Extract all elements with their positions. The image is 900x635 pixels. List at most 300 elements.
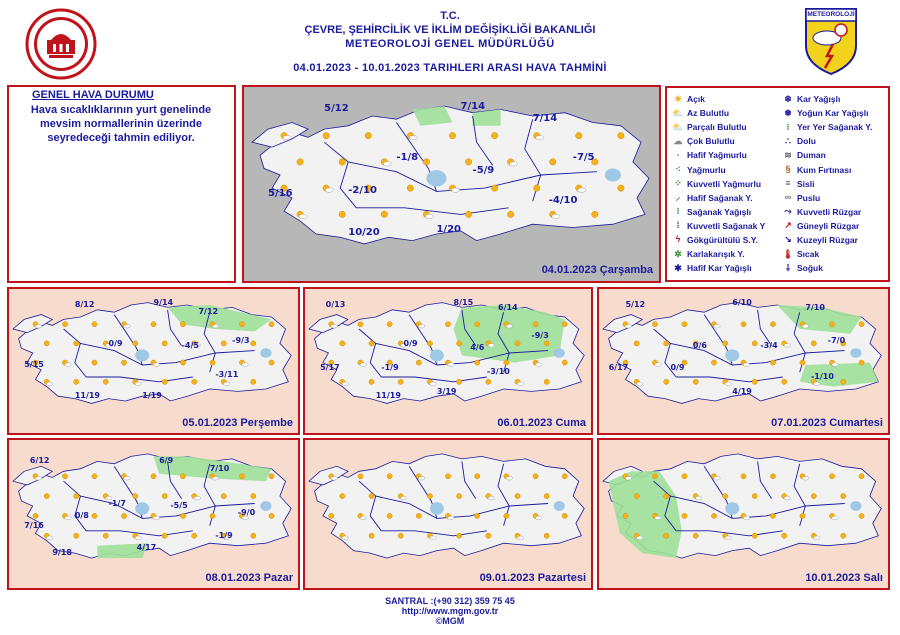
weather-symbol: [562, 474, 567, 479]
temperature-label: 5/17: [320, 362, 340, 372]
temperature-label: 8/12: [74, 300, 95, 310]
weather-symbol: [465, 159, 471, 165]
forecast-date-label: 05.01.2023 Perşembe: [182, 417, 293, 429]
legend-column-2: [782, 92, 872, 275]
legend-item: [782, 247, 872, 261]
weather-symbol: [180, 474, 185, 479]
temperature-label: 10/20: [348, 227, 380, 239]
weather-symbol: [475, 474, 480, 479]
weather-symbol: [74, 493, 79, 498]
legend-item-label: Duman: [797, 150, 826, 161]
weather-symbol: [741, 474, 746, 479]
weather-symbol: [74, 341, 79, 346]
weather-symbol: [239, 322, 244, 327]
weather-symbol: [457, 493, 462, 498]
temperature-label: 9/14: [153, 297, 174, 307]
weather-symbol: [251, 533, 256, 538]
weather-symbol: [192, 533, 197, 538]
legend-item-label: Yağmurlu: [687, 164, 726, 175]
turkey-map: [305, 289, 591, 433]
legend-item-label: Parçalı Bulutlu: [687, 122, 747, 133]
hail-icon: ∴: [785, 135, 791, 146]
header-ministry: ÇEVRE, ŞEHİRCİLİK VE İKLİM DEĞİŞİKLİĞİ BAKANLIĞI: [304, 24, 596, 36]
turkey-map: [599, 440, 888, 588]
temperature-label: -7/5: [572, 152, 595, 164]
weather-symbol: [323, 132, 329, 138]
lake-tuz: [135, 349, 149, 361]
weather-symbol: [576, 132, 582, 138]
weather-symbol: [504, 360, 509, 365]
weather-symbol: [133, 341, 138, 346]
weather-symbol: [62, 322, 67, 327]
weather-symbol: [544, 533, 549, 538]
summary-text: Hava sıcaklıklarının yurt genelinde mevsim normallerinin üzerinde seyredeceği tahmin ediliyor.: [30, 104, 212, 144]
legend-item: [672, 92, 765, 106]
weather-symbol: [339, 159, 345, 165]
heavy-snow-icon: ❅: [784, 107, 792, 118]
forecast-date-label: 04.01.2023 Çarşamba: [541, 264, 653, 276]
legend-item-label: Açık: [687, 94, 705, 105]
weather-symbol: [475, 513, 480, 518]
legend-item: [672, 205, 765, 219]
temperature-label: 6/14: [498, 302, 518, 312]
footer-copyright: ©MGM: [435, 616, 465, 626]
weather-symbol: [457, 533, 462, 538]
legend-item: [782, 261, 872, 275]
weather-symbol: [162, 493, 167, 498]
weather-symbol: [33, 513, 38, 518]
legend-item-label: Puslu: [797, 192, 821, 203]
weather-symbol: [339, 211, 345, 217]
forecast-date-label: 09.01.2023 Pazartesi: [479, 572, 586, 584]
weather-symbol: [550, 159, 556, 165]
temperature-label: -2/10: [348, 184, 377, 196]
legend-item-label: Sıcak: [797, 249, 820, 260]
temperature-label: 11/19: [375, 391, 401, 401]
legend-column-1: [672, 92, 765, 275]
lake-van: [850, 501, 861, 511]
light-snow-icon: ✱: [674, 262, 682, 273]
temperature-label: 0/8: [74, 510, 89, 520]
lake-tuz: [426, 170, 446, 186]
legend-item-label: Hafif Kar Yağışlı: [687, 263, 752, 274]
legend-item-label: Kuzeyli Rüzgar: [797, 234, 858, 245]
weather-symbol: [475, 360, 480, 365]
weather-symbol: [533, 322, 538, 327]
forecast-map-day-4: [597, 287, 890, 435]
temperature-label: 0/9: [670, 362, 685, 372]
anatolia-landmass: [315, 454, 585, 558]
temperature-label: -5/9: [472, 165, 495, 177]
legend-item-label: Yer Yer Sağanak Y.: [797, 122, 873, 133]
lake-tuz: [430, 502, 444, 514]
shower-icon: ⁝: [676, 206, 680, 217]
lake-van: [260, 501, 271, 511]
weather-symbol: [269, 322, 274, 327]
temperature-label: 0/6: [692, 341, 707, 350]
weather-symbol: [841, 379, 846, 384]
weather-symbol: [251, 379, 256, 384]
weather-symbol: [664, 379, 669, 384]
weather-symbol: [369, 341, 374, 346]
legend-item: [782, 162, 872, 176]
footer: [300, 596, 600, 626]
legend-item-label: Az Bulutlu: [687, 108, 730, 119]
temperature-label: -5/5: [170, 501, 188, 511]
temperature-label: -1/8: [396, 152, 419, 164]
legend-item-label: Hafif Yağmurlu: [687, 150, 747, 161]
temperature-label: -4/10: [548, 194, 578, 206]
lake-van: [260, 348, 271, 358]
weather-symbol: [387, 513, 392, 518]
legend-item: [782, 120, 872, 134]
weather-symbol: [723, 341, 728, 346]
weather-symbol: [457, 379, 462, 384]
weather-symbol: [416, 360, 421, 365]
sun-icon: ☀: [673, 93, 683, 104]
temperature-label: 6/9: [159, 456, 174, 466]
partly-cloudy-icon: ⛅: [672, 121, 684, 132]
weather-symbol: [592, 211, 598, 217]
weather-symbol: [770, 474, 775, 479]
temperature-label: 11/19: [74, 391, 100, 401]
weather-symbol: [811, 341, 816, 346]
temperature-label: 5/16: [268, 188, 293, 200]
temperature-label: 1/20: [436, 224, 461, 236]
snow-icon: ❄: [784, 93, 792, 104]
weather-symbol: [534, 185, 540, 191]
weather-symbol: [752, 493, 757, 498]
temperature-label: 5/15: [24, 360, 44, 370]
temperature-label: 0/9: [403, 338, 418, 348]
legend-item: [782, 191, 872, 205]
weather-symbol: [544, 341, 549, 346]
weather-symbol: [491, 185, 497, 191]
weather-symbol: [859, 322, 864, 327]
weather-symbol: [682, 513, 687, 518]
legend-item-label: Güneyli Rüzgar: [797, 220, 860, 231]
forecast-date-label: 07.01.2023 Cumartesi: [771, 417, 883, 429]
legend-item: [672, 261, 765, 275]
lake-tuz: [430, 349, 444, 361]
thunderstorm-icon: ϟ: [675, 234, 681, 245]
temperature-label: 9/18: [52, 548, 72, 558]
weather-symbol: [239, 474, 244, 479]
legend-item-label: Sağanak Yağışlı: [687, 206, 752, 217]
weather-symbol: [634, 493, 639, 498]
few-clouds-icon: ⛅: [672, 107, 684, 118]
weather-symbol: [504, 513, 509, 518]
weather-symbol: [416, 513, 421, 518]
temperature-label: 5/12: [324, 102, 349, 114]
weather-symbol: [682, 322, 687, 327]
weather-symbol: [151, 474, 156, 479]
weather-symbol: [829, 322, 834, 327]
summary-title: GENEL HAVA DURUMU: [32, 89, 154, 101]
light-rain-icon: ⸱: [676, 149, 680, 160]
legend-item-label: Sisli: [797, 178, 815, 189]
weather-symbol: [369, 379, 374, 384]
weather-symbol: [427, 341, 432, 346]
weather-symbol: [533, 474, 538, 479]
weather-symbol: [741, 322, 746, 327]
turkey-map: [244, 87, 659, 281]
weather-symbol: [427, 493, 432, 498]
weather-symbol: [623, 513, 628, 518]
weather-symbol: [752, 533, 757, 538]
weather-symbol: [465, 211, 471, 217]
temperature-label: 7/12: [198, 307, 219, 317]
lake-van: [554, 501, 565, 511]
ministry-logo: [25, 8, 97, 80]
temperature-label: 6/17: [608, 362, 629, 372]
weather-symbol: [859, 360, 864, 365]
weather-symbol: [210, 513, 215, 518]
weather-symbol: [544, 379, 549, 384]
meteorology-logo: [803, 6, 859, 76]
weather-symbol: [475, 322, 480, 327]
weather-symbol: [693, 533, 698, 538]
legend-item: [782, 134, 872, 148]
lake-van: [605, 168, 621, 181]
hot-icon: 🌡: [782, 248, 794, 259]
weather-symbol: [652, 474, 657, 479]
weather-symbol: [800, 513, 805, 518]
weather-symbol: [515, 493, 520, 498]
legend-item-label: Karlakarışık Y.: [687, 249, 745, 260]
weather-symbol: [92, 513, 97, 518]
temperature-label: -9/3: [232, 336, 250, 346]
weather-symbol: [151, 322, 156, 327]
mist-icon: ∞: [784, 192, 792, 203]
temperature-label: 4/19: [732, 386, 752, 396]
weather-symbol: [770, 513, 775, 518]
weather-symbol: [457, 341, 462, 346]
legend-item: [782, 148, 872, 162]
footer-phone: SANTRAL :(+90 312) 359 75 45: [385, 596, 515, 606]
turkey-map: [599, 289, 888, 433]
legend-item-label: Çok Bulutlu: [687, 136, 735, 147]
weather-symbol: [365, 132, 371, 138]
fog-icon: ≡: [785, 178, 791, 189]
temperature-label: 5/12: [625, 300, 646, 310]
temperature-label: -3/4: [760, 341, 778, 350]
weather-symbol: [693, 379, 698, 384]
legend-item: [672, 134, 765, 148]
forecast-map-day-2: [7, 287, 300, 435]
weather-symbol: [664, 493, 669, 498]
weather-symbol: [92, 322, 97, 327]
weather-symbol: [180, 322, 185, 327]
weather-symbol: [44, 493, 49, 498]
weather-symbol: [358, 322, 363, 327]
temperature-label: 7/14: [532, 112, 558, 124]
temperature-label: 8/15: [453, 297, 474, 307]
temperature-label: 0/13: [325, 300, 346, 310]
temperature-label: -3/10: [486, 367, 510, 377]
temperature-label: -4/5: [181, 341, 199, 350]
weather-symbol: [752, 379, 757, 384]
weather-symbol: [841, 533, 846, 538]
temperature-label: 0/9: [108, 338, 123, 348]
legend-item: [782, 219, 872, 233]
weather-symbol: [682, 474, 687, 479]
weather-symbol: [269, 360, 274, 365]
lake-tuz: [725, 349, 739, 361]
weather-symbol: [210, 360, 215, 365]
forecast-map-day-1: [242, 85, 661, 283]
weather-symbol: [162, 379, 167, 384]
legend-item: [782, 233, 872, 247]
legend-item-label: Kuvvetli Rüzgar: [797, 206, 862, 217]
weather-symbol: [180, 360, 185, 365]
weather-symbol: [664, 341, 669, 346]
weather-symbol: [829, 474, 834, 479]
weather-symbol: [121, 360, 126, 365]
temperature-label: 7/16: [24, 520, 44, 530]
weather-symbol: [859, 474, 864, 479]
weather-symbol: [782, 379, 787, 384]
cold-icon: ⸸: [785, 262, 791, 273]
weather-symbol: [381, 211, 387, 217]
lake-van: [850, 348, 861, 358]
weather-symbol: [387, 474, 392, 479]
header: [0, 0, 900, 82]
temperature-label: -3/11: [215, 369, 239, 379]
weather-symbol: [782, 533, 787, 538]
weather-symbol: [221, 493, 226, 498]
forecast-map-day-3: [303, 287, 593, 435]
weather-symbol: [162, 341, 167, 346]
forecast-map-day-5: [7, 438, 300, 590]
weather-symbol: [92, 360, 97, 365]
heavy-shower-icon: ⁞: [676, 220, 680, 231]
weather-symbol: [121, 513, 126, 518]
lake-tuz: [135, 502, 149, 514]
turkey-map: [305, 440, 591, 588]
header-directorate: METEOROLOJİ GENEL MÜDÜRLÜĞÜ: [345, 38, 555, 50]
legend-item: [672, 191, 765, 205]
weather-symbol: [387, 322, 392, 327]
weather-symbol: [562, 322, 567, 327]
weather-symbol: [449, 132, 455, 138]
forecast-map-day-6: [303, 438, 593, 590]
light-shower-icon: ⸝: [675, 192, 681, 203]
sandstorm-icon: §: [785, 164, 791, 175]
weather-symbol: [340, 493, 345, 498]
turkey-map: [9, 289, 298, 433]
legend-item: [672, 148, 765, 162]
temperature-label: 7/10: [209, 463, 230, 473]
sleet-icon: ✲: [674, 248, 682, 259]
legend-item-label: Soğuk: [797, 263, 823, 274]
lake-tuz: [725, 502, 739, 514]
temperature-label: -1/10: [810, 372, 834, 382]
legend-item-label: Kuvvetli Yağmurlu: [687, 178, 762, 189]
weather-symbol: [329, 513, 334, 518]
weather-symbol: [192, 379, 197, 384]
weather-symbol: [486, 379, 491, 384]
temperature-label: 6/12: [29, 456, 50, 466]
weather-symbol: [723, 493, 728, 498]
weather-symbol: [562, 360, 567, 365]
lake-van: [554, 348, 565, 358]
weather-symbol: [44, 341, 49, 346]
legend-item-label: Yoğun Kar Yağışlı: [797, 108, 869, 119]
legend-item-label: Kuvvetli Sağanak Y: [687, 220, 766, 231]
local-shower-icon: ⁝: [786, 121, 790, 132]
weather-symbol: [180, 513, 185, 518]
legend-item: [672, 120, 765, 134]
temperature-label: 7/10: [805, 302, 825, 312]
forecast-date-label: 10.01.2023 Salı: [805, 572, 883, 584]
temperature-label: 7/14: [460, 101, 486, 113]
temperature-label: 3/19: [436, 386, 457, 396]
weather-symbol: [859, 513, 864, 518]
temperature-label: 4/6: [470, 343, 485, 353]
header-tc: T.C.: [440, 10, 460, 22]
general-weather-summary: [7, 85, 236, 283]
legend-item: [672, 233, 765, 247]
legend-item: [672, 177, 765, 191]
weather-symbol: [634, 341, 639, 346]
weather-symbol: [841, 493, 846, 498]
weather-symbol: [423, 159, 429, 165]
weather-symbol: [369, 493, 374, 498]
weather-symbol: [162, 533, 167, 538]
forecast-date-label: 08.01.2023 Pazar: [205, 572, 293, 584]
legend-item: [672, 106, 765, 120]
weather-symbol: [752, 341, 757, 346]
weather-symbol: [800, 360, 805, 365]
legend-item: [782, 106, 872, 120]
footer-url[interactable]: http://www.mgm.gov.tr: [401, 606, 499, 616]
temperature-label: 1/19: [142, 391, 162, 401]
weather-symbol: [251, 341, 256, 346]
northerly-wind-icon: ↘: [784, 234, 792, 245]
weather-symbol: [103, 533, 108, 538]
legend-item: [782, 205, 872, 219]
temperature-label: -1/7: [108, 498, 126, 508]
weather-symbol: [297, 159, 303, 165]
legend-item-label: Kum Fırtınası: [797, 164, 852, 175]
weather-symbol: [74, 533, 79, 538]
temperature-label: -7/0: [827, 336, 846, 346]
legend-item: [782, 92, 872, 106]
cloudy-icon: ☁: [673, 135, 683, 146]
weather-symbol: [74, 379, 79, 384]
weather-symbol: [269, 513, 274, 518]
weather-symbol: [770, 360, 775, 365]
weather-symbol: [664, 533, 669, 538]
weather-symbol: [133, 493, 138, 498]
temperature-label: -9/0: [237, 508, 256, 518]
weather-symbol: [62, 474, 67, 479]
weather-symbol: [445, 322, 450, 327]
weather-symbol: [711, 360, 716, 365]
legend-item-label: Hafif Sağanak Y.: [687, 192, 753, 203]
header-period: 04.01.2023 - 10.01.2023 TARIHLERI ARASI HAVA TAHMİNİ: [293, 62, 607, 74]
legend-item-label: Gökgürültülü S.Y.: [687, 234, 758, 245]
weather-symbol: [562, 513, 567, 518]
weather-symbol: [491, 132, 497, 138]
weather-symbol: [398, 379, 403, 384]
temperature-label: 4/17: [136, 543, 157, 553]
weather-symbol: [711, 513, 716, 518]
weather-symbol: [398, 533, 403, 538]
smoke-icon: ≋: [784, 149, 792, 160]
weather-symbol: [618, 132, 624, 138]
